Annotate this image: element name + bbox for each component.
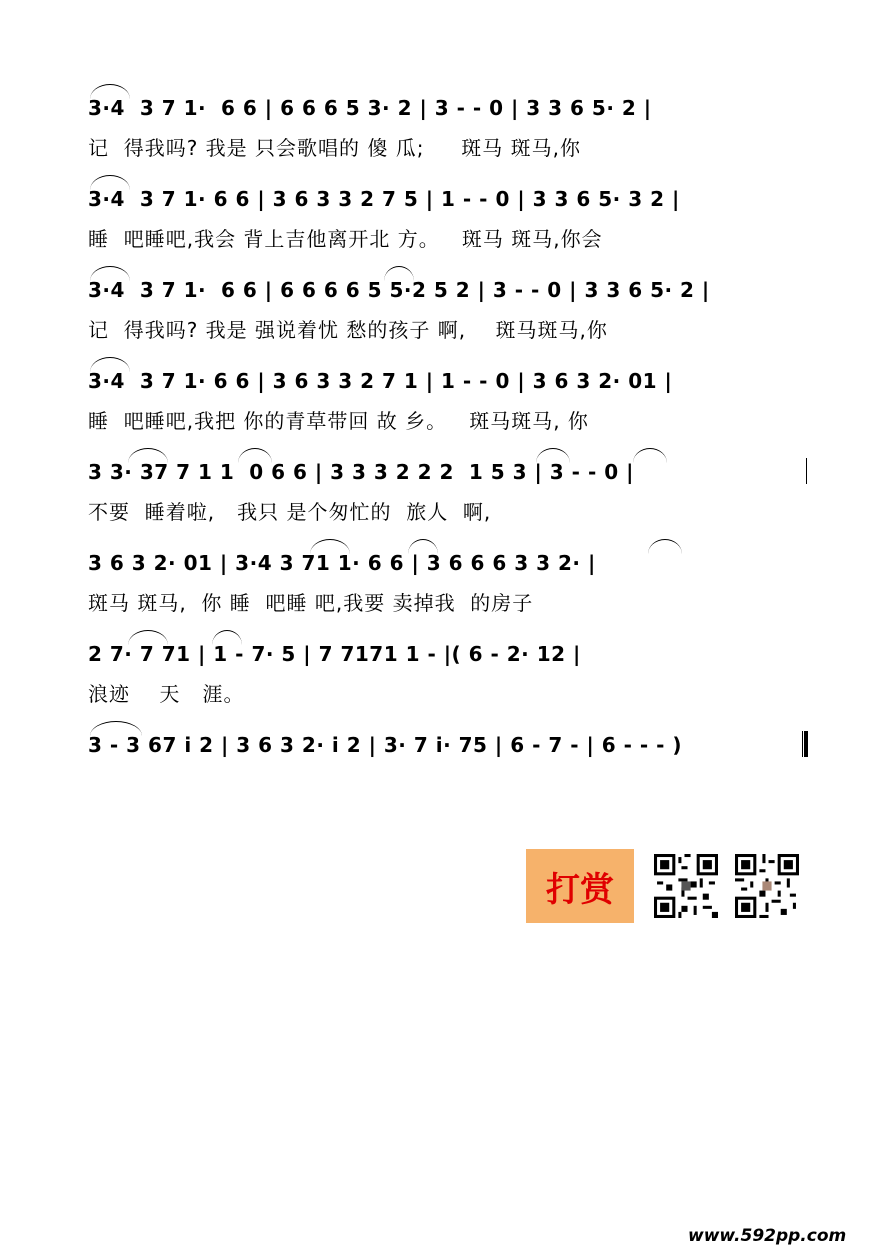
score-line-8	[88, 725, 808, 816]
lyrics-line: 睡 吧睡吧,我会 背上吉他离开北 方。 斑马 斑马,你会	[88, 227, 603, 251]
notation-line: 2 7· 7 71 | 1 - 7· 5 | 7 7171 1 - |( 6 - 2· 12 |	[88, 642, 581, 666]
score-line-1	[88, 88, 808, 179]
notation-line: 3 - 3 67 i 2 | 3 6 3 2· i 2 | 3· 7 i· 75 | 6 - 7 - | 6 - - - )	[88, 733, 683, 757]
notation-line: 3·4 3 7 1· 6 6 | 6 6 6 5 3· 2 | 3 - - 0 | 3 3 6 5· 2 |	[88, 96, 652, 120]
lyrics-line: 浪迹 天 涯。	[88, 682, 245, 706]
reward-button[interactable]	[526, 849, 634, 923]
barline	[806, 458, 808, 484]
score-line-4	[88, 361, 808, 452]
notation-line: 3 6 3 2· 01 | 3·4 3 71 1· 6 6 | 3 6 6 6 3 3 2· |	[88, 551, 596, 575]
score-line-3	[88, 270, 808, 361]
lyrics-line: 记 得我吗? 我是 只会歌唱的 傻 瓜; 斑马 斑马,你	[88, 136, 581, 160]
lyrics-line: 记 得我吗? 我是 强说着忧 愁的孩子 啊, 斑马斑马,你	[88, 318, 608, 342]
music-score	[88, 88, 808, 816]
lyrics-line: 睡 吧睡吧,我把 你的青草带回 故 乡。 斑马斑马, 你	[88, 409, 589, 433]
lyrics-line: 不要 睡着啦, 我只 是个匆忙的 旅人 啊,	[88, 500, 492, 524]
notation-line: 3·4 3 7 1· 6 6 | 3 6 3 3 2 7 5 | 1 - - 0 | 3 3 6 5· 3 2 |	[88, 187, 680, 211]
site-url: www.592pp.com	[688, 1226, 847, 1246]
final-barline	[802, 731, 808, 757]
score-line-7	[88, 634, 808, 725]
qr-code	[654, 854, 718, 918]
notation-line: 3 3· 37 7 1 1 0 6 6 | 3 3 3 2 2 2 1 5 3 | 3 - - 0 |	[88, 460, 634, 484]
notation-line: 3·4 3 7 1· 6 6 | 3 6 3 3 2 7 1 | 1 - - 0 | 3 6 3 2· 01 |	[88, 369, 673, 393]
score-line-5	[88, 452, 808, 543]
score-line-2	[88, 179, 808, 270]
score-line-6	[88, 543, 808, 634]
notation-line: 3·4 3 7 1· 6 6 | 6 6 6 6 5 5·2 5 2 | 3 - - 0 | 3 3 6 5· 2 |	[88, 278, 710, 302]
reward-label: 打赏	[546, 869, 614, 910]
lyrics-line: 斑马 斑马, 你 睡 吧睡 吧,我要 卖掉我 的房子	[88, 591, 534, 615]
qr-code	[735, 854, 799, 918]
